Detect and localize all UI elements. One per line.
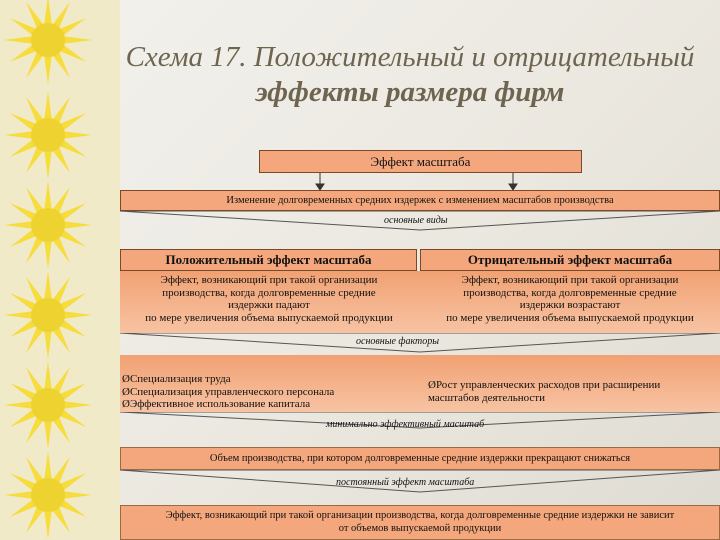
- negative-heading-box: [420, 249, 720, 271]
- scale-effect-label: Эффект масштаба: [370, 154, 471, 169]
- title-line-1: Схема 17. Положительный и отрицательный: [125, 41, 695, 73]
- positive-heading: Положительный эффект масштаба: [165, 252, 372, 267]
- bullet-arrow-icon: Ø: [122, 398, 130, 410]
- negative-heading: Отрицательный эффект масштаба: [467, 252, 673, 267]
- definition-box: [120, 190, 720, 211]
- constant-effect-label: постоянный эффект масштаба: [336, 477, 475, 488]
- positive-factors-list: [122, 373, 412, 411]
- min-effective-text: Объем производства, при котором долговременные средние издержки прекращают снижаться: [209, 453, 631, 464]
- factor-item: ØРост управленческих расходов при расширении: [428, 379, 661, 391]
- definition-text: Изменение долговременных средних издержек с изменением масштабов производства: [226, 195, 614, 206]
- bullet-arrow-icon: Ø: [428, 379, 436, 391]
- factor-item: масштабов деятельности: [428, 391, 545, 404]
- negative-description: Эффект, возникающий при такой организации производства, когда долговременные средние издержки возрастают по мере увеличения объема выпускаемой продукции: [446, 274, 694, 324]
- main-factors-label: основные факторы: [356, 336, 440, 347]
- constant-effect-box: [120, 505, 720, 540]
- constant-effect-text-2: от объемов выпускаемой продукции: [338, 523, 502, 534]
- min-effective-label: минимально эффективный масштаб: [326, 419, 485, 430]
- factor-item: ØСпециализация труда: [122, 373, 231, 385]
- factor-item: ØСпециализация управленческого персонала: [122, 385, 335, 398]
- main-types-label: основные виды: [384, 215, 448, 226]
- scale-effect-box: [259, 150, 582, 173]
- min-effective-box: [120, 447, 720, 470]
- factor-item: ØЭффективное использование капитала: [122, 398, 311, 410]
- title-line-2: эффекты размера фирм: [255, 76, 565, 108]
- positive-description: Эффект, возникающий при такой организации производства, когда долговременные средние издержки падают по мере увеличения объема выпускаемой продукции: [145, 274, 393, 324]
- bullet-arrow-icon: Ø: [122, 373, 130, 385]
- negative-factors-list: [428, 379, 718, 404]
- positive-heading-box: [120, 249, 417, 271]
- bullet-arrow-icon: Ø: [122, 385, 130, 398]
- constant-effect-text-1: Эффект, возникающий при такой организации производства, когда долговременные средние издержки не зависит: [165, 510, 675, 521]
